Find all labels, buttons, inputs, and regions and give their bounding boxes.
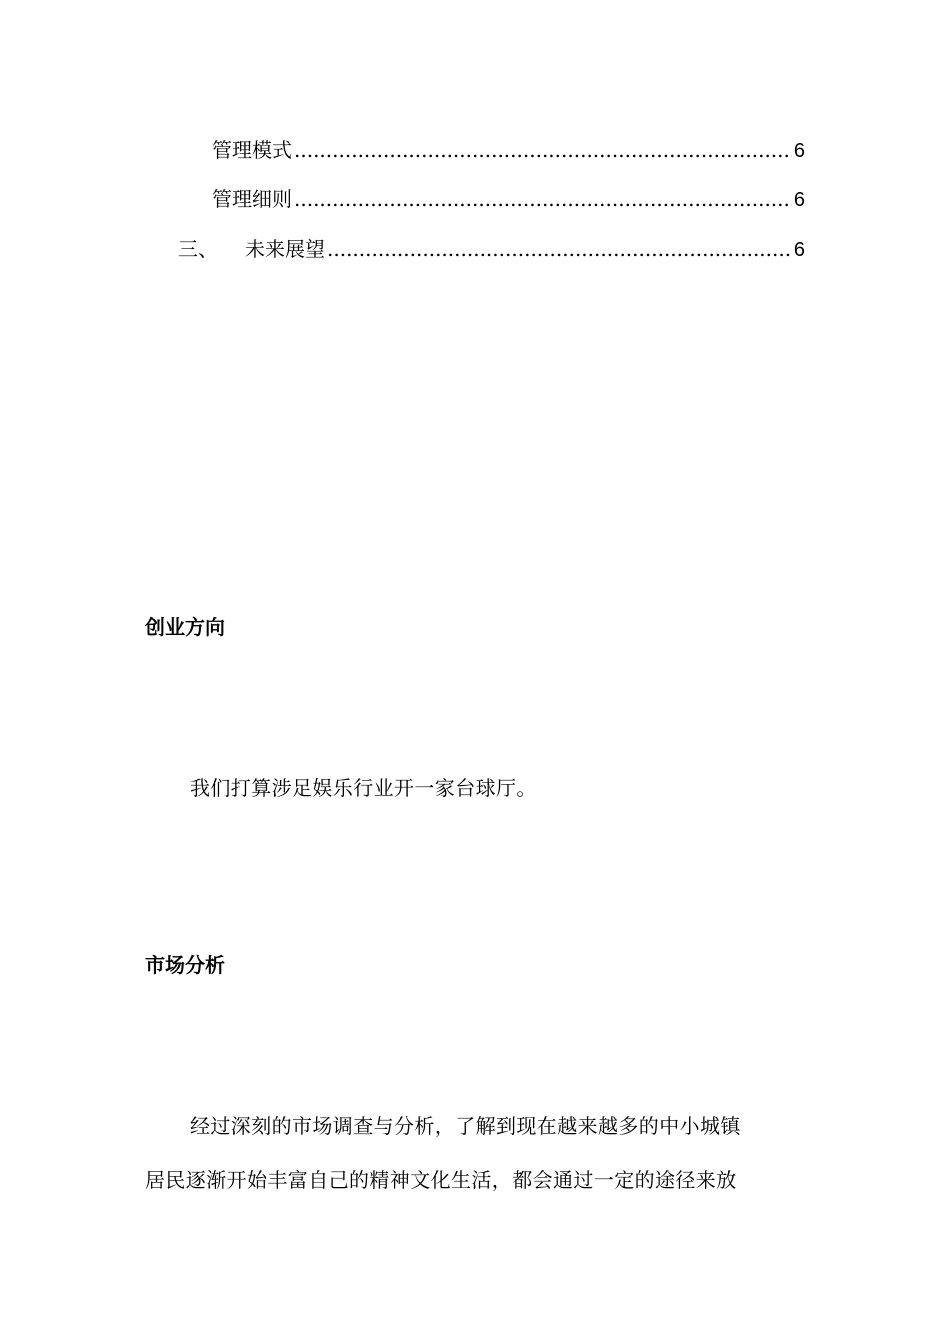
toc-entry-management-rules[interactable]	[212, 185, 805, 214]
toc-entry-page-number: 6	[793, 239, 805, 261]
section-heading-direction: 创业方向	[145, 615, 225, 639]
toc-entry-management-mode[interactable]	[212, 136, 805, 165]
toc-entry-label: 管理模式	[212, 138, 292, 162]
toc-leader-dots	[327, 235, 792, 263]
toc-entry-page-number: 6	[793, 189, 805, 211]
section-body-market-line-1: 经过深刻的市场调查与分析，了解到现在越来越多的中小城镇	[190, 1114, 741, 1138]
section-body-direction: 我们打算涉足娱乐行业开一家台球厅。	[190, 776, 537, 800]
toc-entry-number: 三、	[178, 237, 218, 261]
toc-entry-page-number: 6	[793, 140, 805, 162]
toc-entry-label: 管理细则	[212, 187, 292, 211]
toc-entry-future-outlook[interactable]	[178, 235, 805, 264]
toc-leader-dots	[294, 136, 792, 164]
section-heading-market: 市场分析	[145, 953, 225, 977]
toc-leader-dots	[294, 185, 792, 213]
section-body-market-line-2: 居民逐渐开始丰富自己的精神文化生活，都会通过一定的途径来放	[145, 1168, 737, 1192]
toc-entry-label: 未来展望	[245, 237, 325, 261]
